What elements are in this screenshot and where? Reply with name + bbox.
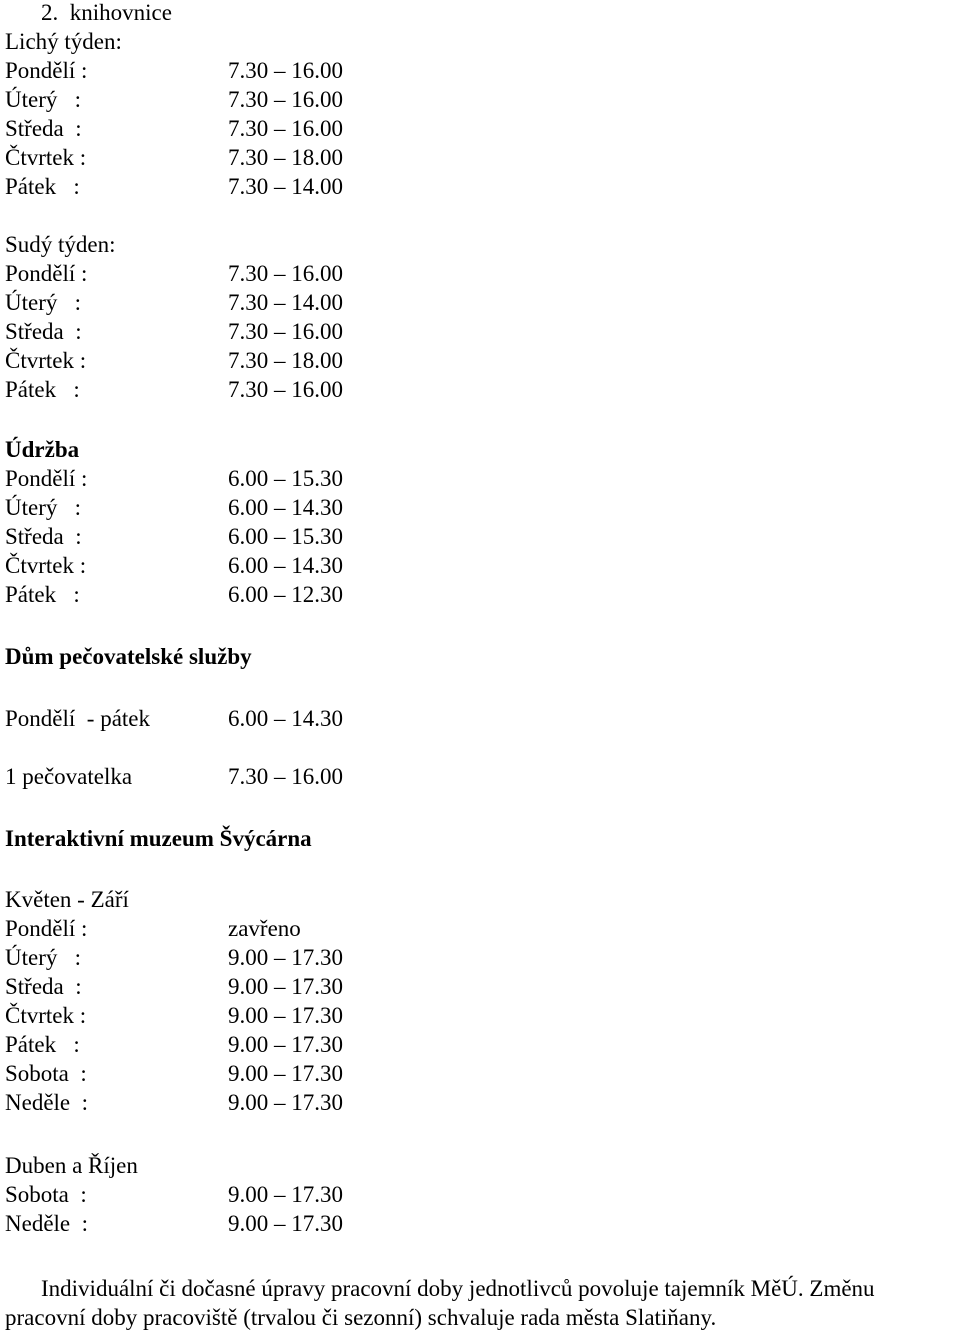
list-item-knihovnice — [41, 0, 172, 26]
day-label: Pondělí : — [5, 261, 88, 286]
odd-week-heading: Lichý týden: — [5, 29, 122, 54]
day-label: Neděle : — [5, 1211, 89, 1236]
time-value: 7.30 – 16.00 — [228, 58, 343, 83]
maintenance-heading: Údržba — [5, 437, 80, 462]
time-value: 9.00 – 17.30 — [228, 1090, 343, 1115]
day-label: 1 pečovatelka — [5, 764, 133, 789]
day-label: Pátek : — [5, 174, 80, 199]
time-value: 6.00 – 15.30 — [228, 524, 343, 549]
time-value: 9.00 – 17.30 — [228, 945, 343, 970]
time-value: 9.00 – 17.30 — [228, 1182, 343, 1207]
time-value: 9.00 – 17.30 — [228, 1003, 343, 1028]
time-value: 7.30 – 16.00 — [228, 764, 343, 789]
footer-note-line-2: pracovní doby pracoviště (trvalou či sezonní) schvaluje rada města Slatiňany. — [5, 1305, 717, 1330]
museum-heading: Interaktivní muzeum Švýcárna — [5, 826, 312, 851]
time-value: zavřeno — [228, 916, 301, 941]
time-value: 7.30 – 16.00 — [228, 319, 343, 344]
day-label: Čtvrtek : — [5, 145, 87, 170]
time-value: 6.00 – 12.30 — [228, 582, 343, 607]
time-value: 7.30 – 16.00 — [228, 261, 343, 286]
day-label: Středa : — [5, 319, 82, 344]
day-label: Středa : — [5, 116, 82, 141]
day-label: Středa : — [5, 524, 82, 549]
time-value: 7.30 – 18.00 — [228, 145, 343, 170]
day-label: Pondělí : — [5, 466, 88, 491]
list-title: knihovnice — [69, 0, 172, 25]
museum-season-heading: Květen - Září — [5, 887, 129, 912]
day-label: Sobota : — [5, 1061, 87, 1086]
day-label: Čtvrtek : — [5, 1003, 87, 1028]
day-label: Úterý : — [5, 495, 82, 520]
time-value: 7.30 – 14.00 — [228, 290, 343, 315]
day-label: Pondělí : — [5, 58, 88, 83]
care-home-heading: Dům pečovatelské služby — [5, 644, 252, 669]
time-value: 6.00 – 15.30 — [228, 466, 343, 491]
day-label: Pondělí : — [5, 916, 88, 941]
time-value: 9.00 – 17.30 — [228, 1211, 343, 1236]
day-label: Sobota : — [5, 1182, 87, 1207]
time-value: 7.30 – 16.00 — [228, 87, 343, 112]
time-value: 9.00 – 17.30 — [228, 1061, 343, 1086]
day-label: Čtvrtek : — [5, 348, 87, 373]
time-value: 7.30 – 16.00 — [228, 116, 343, 141]
time-value: 7.30 – 16.00 — [228, 377, 343, 402]
time-value: 9.00 – 17.30 — [228, 974, 343, 999]
time-value: 6.00 – 14.30 — [228, 495, 343, 520]
day-label: Úterý : — [5, 290, 82, 315]
day-label: Pondělí - pátek — [5, 706, 150, 731]
time-value: 6.00 – 14.30 — [228, 706, 343, 731]
day-label: Pátek : — [5, 1032, 80, 1057]
time-value: 9.00 – 17.30 — [228, 1032, 343, 1057]
time-value: 7.30 – 18.00 — [228, 348, 343, 373]
time-value: 6.00 – 14.30 — [228, 553, 343, 578]
day-label: Středa : — [5, 974, 82, 999]
day-label: Úterý : — [5, 87, 82, 112]
day-label: Pátek : — [5, 377, 80, 402]
list-number: 2. — [41, 0, 59, 25]
day-label: Neděle : — [5, 1090, 89, 1115]
day-label: Čtvrtek : — [5, 553, 87, 578]
day-label: Úterý : — [5, 945, 82, 970]
day-label: Pátek : — [5, 582, 80, 607]
time-value: 7.30 – 14.00 — [228, 174, 343, 199]
museum-season-heading: Duben a Říjen — [5, 1153, 138, 1178]
even-week-heading: Sudý týden: — [5, 232, 116, 257]
footer-note-line-1: Individuální či dočasné úpravy pracovní doby jednotlivců povoluje tajemník MěÚ. Změnu — [41, 1276, 875, 1301]
